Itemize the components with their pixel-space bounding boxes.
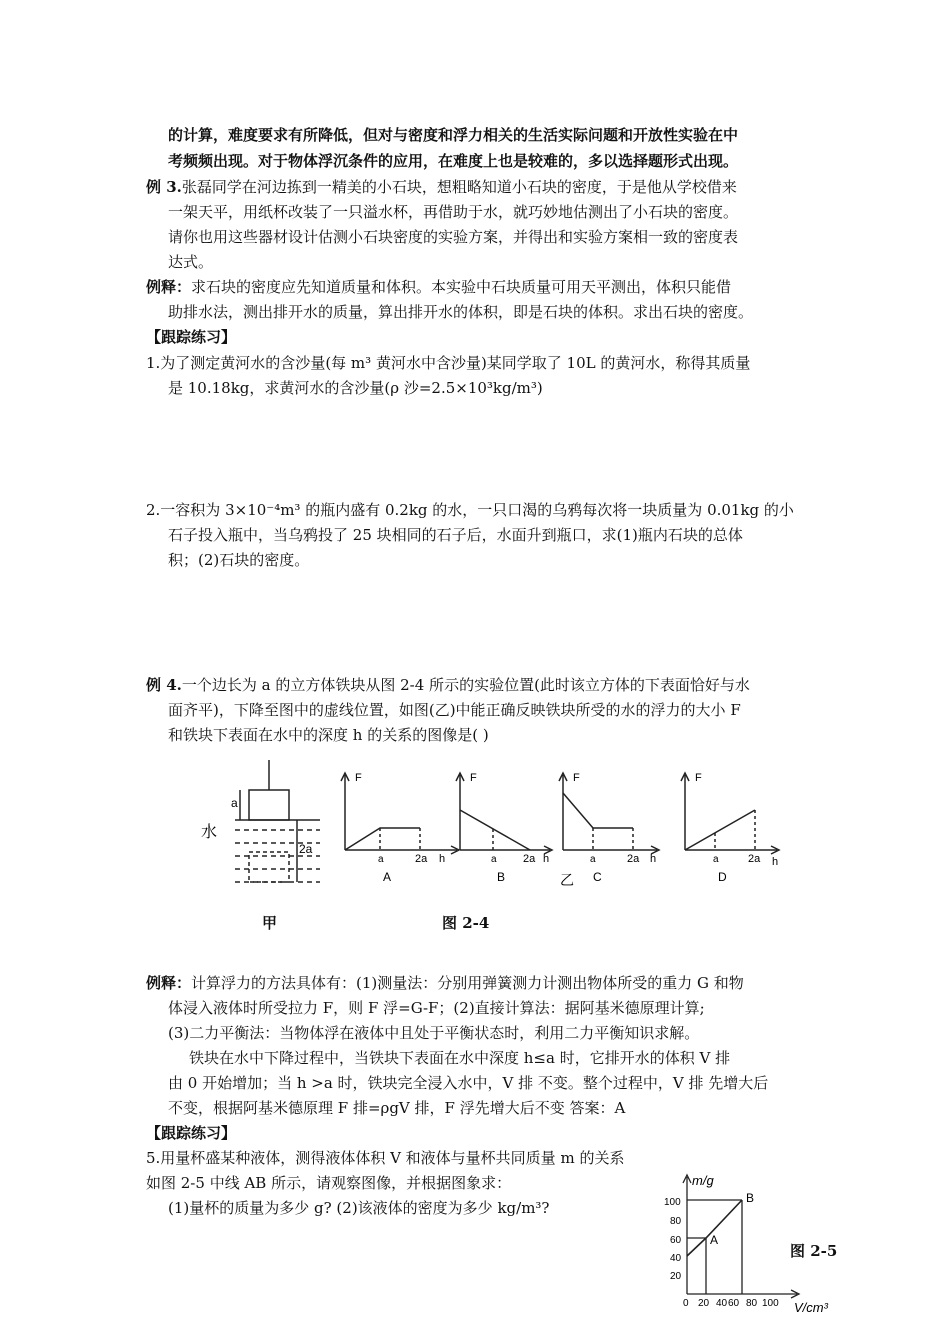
figure24-caption: 图 2-4	[442, 914, 490, 932]
practice1-heading: 【跟踪练习】	[146, 328, 237, 346]
v-axis-label: V/cm³	[794, 1300, 828, 1315]
practice1-q1-line-2: 是 10.18kg，求黄河水的含沙量(ρ 沙=2.5×10³kg/m³)	[168, 379, 543, 397]
point-a-label: A	[710, 1233, 719, 1247]
example4-text-1: 一个边长为 a 的立方体铁块从图 2-4 所示的实验位置(此时该立方体的下表面恰好与水	[181, 676, 750, 694]
graph-b	[456, 773, 552, 854]
x-tick-60: 60	[728, 1298, 740, 1309]
y-tick-40: 40	[670, 1253, 682, 1264]
practice1-q2-line-1: 2.一容积为 3×10⁻⁴m³ 的瓶内盛有 0.2kg 的水，一只口渴的乌鸦每次将一块质量为 0.01kg 的小	[146, 501, 794, 519]
practice1-q2-line-2: 石子投入瓶中，当乌鸦投了 25 块相同的石子后，水面升到瓶口，求(1)瓶内石块的总体	[168, 526, 743, 544]
practice1-q1-line-1: 1.为了测定黄河水的含沙量(每 m³ 黄河水中含沙量)某同学取了 10L 的黄河水，称得其质量	[146, 354, 751, 372]
graph-a-label: A	[383, 870, 392, 884]
graph-d-label: D	[718, 870, 727, 884]
label-a: a	[231, 796, 238, 810]
practice2-q5-line-3: (1)量杯的质量为多少 g? (2)该液体的密度为多少 kg/m³?	[168, 1199, 550, 1217]
graph-b-curve	[460, 810, 530, 850]
analysis4-text-1: 计算浮力的方法具体有：(1)测量法：分别用弹簧测力计测出物体所受的重力 G 和物	[191, 974, 744, 992]
graph-c-label: C	[593, 870, 602, 884]
graph-c	[559, 773, 659, 854]
graph-b-f-label: F	[470, 772, 477, 784]
label-water: 水	[201, 824, 218, 841]
example3-line-2: 一架天平，用纸杯改装了一只溢水杯，再借助于水，就巧妙地估测出了小石块的密度。	[168, 203, 739, 221]
example4-label: 例 4.	[146, 676, 182, 694]
graph-d-2a-tick: 2a	[748, 853, 761, 865]
example4-line-1	[146, 674, 750, 696]
graph-a-h-label: h	[439, 853, 446, 865]
analysis4-line-2: 体浸入液体时所受拉力 F，则 F 浮=G-F；(2)直接计算法：据阿基米德原理计算;	[168, 999, 705, 1017]
analysis3-line-2: 助排水法，测出排开水的质量，算出排开水的体积，即是石块的体积。求出石块的密度。	[168, 303, 754, 321]
analysis4-line-4: 铁块在水中下降过程中，当铁块下表面在水中深度 h≤a 时，它排开水的体积 V 排	[189, 1049, 731, 1067]
analysis3-label: 例释：	[146, 278, 192, 296]
example3-line-4: 达式。	[168, 253, 214, 271]
graph-a	[341, 773, 459, 854]
graph-a-f-label: F	[355, 772, 362, 784]
analysis3-line-1	[146, 276, 731, 298]
label-2a: 2a	[299, 842, 313, 856]
graph-b-label: B	[497, 870, 506, 884]
graph-c-curve	[563, 793, 633, 828]
x-tick-40: 40	[716, 1298, 728, 1309]
m-axis-label: m/g	[692, 1173, 714, 1188]
y-tick-60: 60	[670, 1235, 682, 1246]
graph-a-curve	[345, 828, 420, 850]
graph-c-2a-tick: 2a	[627, 853, 640, 865]
label-yi: 乙	[560, 872, 574, 888]
line-ab	[687, 1200, 742, 1256]
practice2-q5-line-1: 5.用量杯盛某种液体，测得液体体积 V 和液体与量杯共同质量 m 的关系	[146, 1149, 625, 1167]
point-b-label: B	[746, 1191, 755, 1205]
practice2-heading: 【跟踪练习】	[146, 1124, 237, 1142]
analysis4-line-6: 不变，根据阿基米德原理 F 排=ρgV 排，F 浮先增大后不变 答案：A	[168, 1099, 626, 1117]
practice2-q5-line-2: 如图 2-5 中线 AB 所示，请观察图像，并根据图象求：	[146, 1174, 512, 1192]
example3-line-3: 请你也用这些器材设计估测小石块密度的实验方案，并得出和实验方案相一致的密度表	[168, 228, 739, 246]
y-tick-20: 20	[670, 1271, 682, 1282]
graph-c-h-label: h	[650, 853, 657, 865]
graph-d-curve	[685, 810, 755, 850]
x-tick-100: 100	[762, 1298, 779, 1309]
intro-line-1: 的计算，难度要求有所降低，但对与密度和浮力相关的生活实际问题和开放性实验在中	[168, 126, 739, 144]
practice1-q2-line-3: 积；(2)石块的密度。	[168, 551, 310, 569]
y-tick-80: 80	[670, 1216, 682, 1227]
analysis4-line-1	[146, 972, 744, 994]
graph-d-h-label: h	[772, 856, 779, 868]
figure-2-4	[195, 755, 795, 900]
example3-text-1: 张磊同学在河边拣到一精美的小石块，想粗略知道小石块的密度，于是他从学校借来	[181, 178, 737, 196]
graph-d-f-label: F	[695, 772, 702, 784]
figure-jia	[235, 760, 320, 882]
graph-a-2a-tick: 2a	[415, 853, 428, 865]
intro-line-2: 考频频出现。对于物体浮沉条件的应用，在难度上也是较难的，多以选择题形式出现。	[168, 152, 739, 170]
graph-b-a-tick: a	[491, 854, 497, 865]
graph-d	[681, 773, 779, 854]
example3-label: 例 3.	[146, 178, 182, 196]
x-tick-80: 80	[746, 1298, 758, 1309]
figure25-caption: 图 2-5	[790, 1242, 838, 1260]
example3-line-1	[146, 176, 737, 198]
graph-c-f-label: F	[573, 772, 580, 784]
graph-a-a-tick: a	[378, 854, 384, 865]
analysis3-text-1: 求石块的密度应先知道质量和体积。本实验中石块质量可用天平测出，体积只能借	[191, 278, 732, 296]
x-tick-20: 20	[698, 1298, 710, 1309]
example4-line-3: 和铁块下表面在水中的深度 h 的关系的图像是( )	[168, 726, 489, 744]
graph-b-h-label: h	[543, 853, 550, 865]
analysis4-line-5: 由 0 开始增加；当 h >a 时，铁块完全浸入水中，V 排 不变。整个过程中，V 排 先增大后	[168, 1074, 769, 1092]
figure24-caption-left: 甲	[262, 914, 278, 932]
analysis4-line-3: (3)二力平衡法：当物体浮在液体中且处于平衡状态时，利用二力平衡知识求解。	[168, 1024, 700, 1042]
graph-b-2a-tick: 2a	[523, 853, 536, 865]
example4-line-2: 面齐平)，下降至图中的虚线位置，如图(乙)中能正确反映铁块所受的水的浮力的大小 F	[168, 701, 741, 719]
graph-d-a-tick: a	[713, 854, 719, 865]
graph-c-a-tick: a	[590, 854, 596, 865]
x-tick-0: 0	[683, 1298, 689, 1309]
analysis4-label: 例释：	[146, 974, 192, 992]
y-tick-100: 100	[664, 1197, 681, 1208]
iron-block	[249, 790, 289, 820]
